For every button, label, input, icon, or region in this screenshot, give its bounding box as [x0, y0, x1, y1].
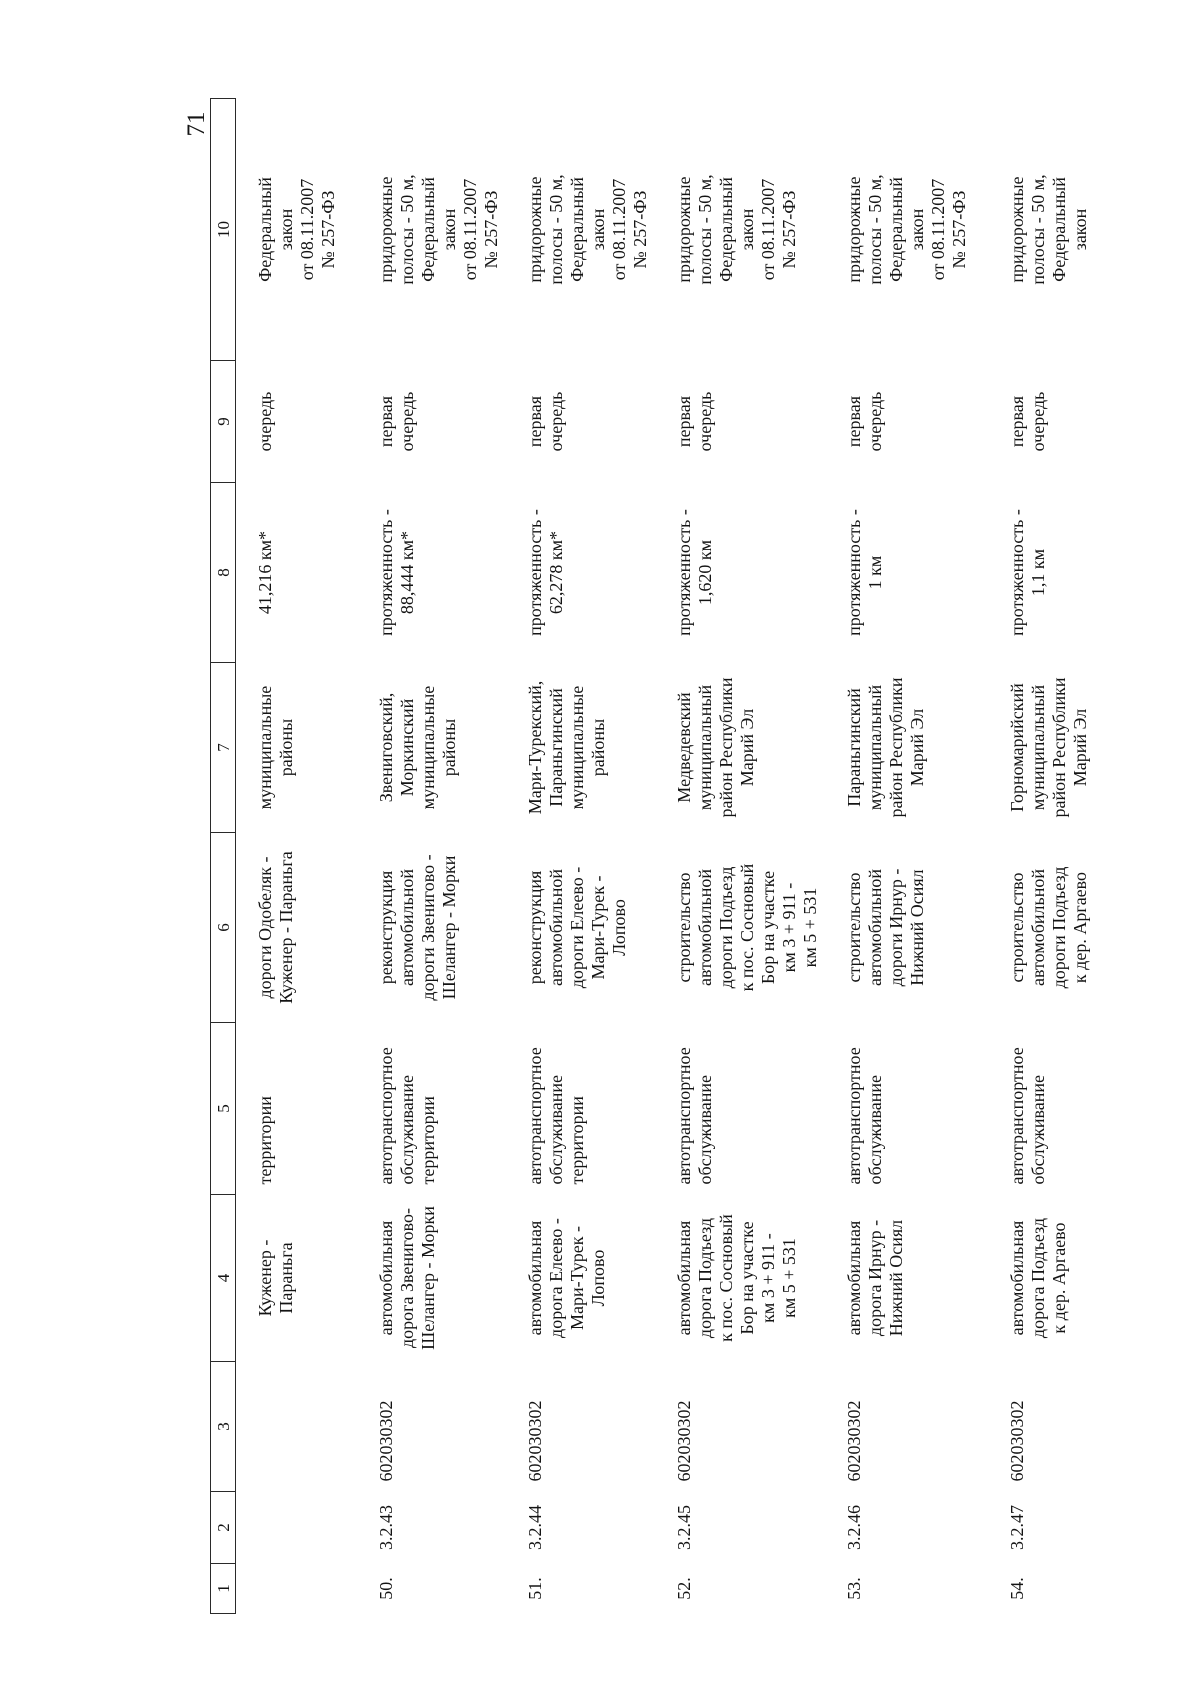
characteristics-cell: протяженность - 1,1 км	[1007, 509, 1048, 636]
table-row	[510, 99, 659, 1614]
object-name-cell: автомобильная дорога Подъезд к дер. Аргаево	[1007, 1217, 1069, 1339]
location-cell: Звениговский, Моркинский муниципальные районы	[376, 685, 459, 810]
purpose-cell: автотранспортное обслуживание территории	[525, 1047, 587, 1185]
stage-cell: первая очередь	[376, 391, 417, 452]
object-name-cell: автомобильная дорога Подъезд к пос. Сосновый Бор на участке км 3 + 911 - км 5 + 531	[674, 1214, 799, 1342]
stage-cell: первая очередь	[844, 391, 885, 452]
purpose-cell: территории	[255, 1096, 275, 1185]
action-cell: строительство автомобильной дороги Подъезд к пос. Сосновый Бор на участке км 3 + 911 - км 5 + 531	[674, 863, 820, 992]
column-number: 5	[211, 1023, 236, 1195]
purpose-cell: автотранспортное обслуживание территории	[376, 1047, 438, 1185]
kind-code-cell: 602030302	[376, 1400, 396, 1482]
kind-code-cell: 602030302	[1007, 1400, 1027, 1482]
characteristics-cell: протяженность - 88,444 км*	[376, 509, 417, 636]
column-number: 10	[211, 99, 236, 361]
location-cell: Мари-Турекский, Параньгинский муниципальные районы	[525, 680, 608, 815]
row-number-cell: 50.	[376, 1577, 396, 1600]
object-name-cell: Куженер - Параньга	[255, 1239, 296, 1317]
row-number-cell	[236, 1564, 362, 1614]
location-cell: Параньгинский муниципальный район Республики Марий Эл	[844, 677, 927, 818]
table-row-continuation	[236, 99, 362, 1614]
action-cell: дороги Одобеляк - Куженер - Параньга	[255, 851, 296, 1004]
stage-cell: первая очередь	[1007, 391, 1048, 452]
table-row	[829, 99, 992, 1614]
object-name-cell: автомобильная дорога Ирнур - Нижний Осиял	[844, 1219, 906, 1337]
characteristics-cell: 41,216 км*	[255, 530, 275, 615]
stage-cell: первая очередь	[674, 391, 715, 452]
kind-code-cell: 602030302	[674, 1400, 694, 1482]
section-code-cell: 3.2.47	[1007, 1505, 1027, 1550]
location-cell: Медведевский муниципальный район Республики Марий Эл	[674, 677, 757, 818]
row-number-cell: 53.	[844, 1577, 864, 1600]
zones-cell: придорожные полосы - 50 м, Федеральный закон от 08.11.2007 № 257-ФЗ	[674, 174, 799, 285]
table-row	[361, 99, 510, 1614]
zones-cell: Федеральный закон от 08.11.2007 № 257-ФЗ	[255, 177, 338, 282]
column-number-row	[211, 99, 236, 1614]
zones-cell: придорожные полосы - 50 м, Федеральный закон от 08.11.2007 № 257-ФЗ	[376, 174, 501, 285]
purpose-cell: автотранспортное обслуживание	[674, 1047, 715, 1185]
stage-cell: очередь	[255, 391, 275, 452]
row-number-cell: 54.	[1007, 1577, 1027, 1600]
location-cell: муниципальные районы	[255, 685, 296, 810]
zones-cell: придорожные полосы - 50 м, Федеральный закон	[1007, 174, 1090, 285]
object-name-cell: автомобильная дорога Елеево - Мари-Турек - Лопово	[525, 1218, 608, 1338]
purpose-cell: автотранспортное обслуживание	[1007, 1047, 1048, 1185]
section-code-cell: 3.2.44	[525, 1505, 545, 1550]
section-code-cell: 3.2.45	[674, 1505, 694, 1550]
action-cell: реконструкция автомобильной дороги Елеево - Мари-Турек - Лопово	[525, 866, 629, 989]
row-number-cell: 51.	[525, 1577, 545, 1600]
characteristics-cell: протяженность - 62,278 км*	[525, 509, 566, 636]
section-code-cell: 3.2.46	[844, 1505, 864, 1550]
stage-cell: первая очередь	[525, 391, 566, 452]
section-code-cell	[236, 1492, 362, 1564]
table-row	[992, 99, 1135, 1614]
characteristics-cell: протяженность - 1,620 км	[674, 509, 715, 636]
section-code-cell: 3.2.43	[376, 1505, 396, 1550]
zones-cell: придорожные полосы - 50 м, Федеральный закон от 08.11.2007 № 257-ФЗ	[844, 174, 969, 285]
column-number: 2	[211, 1492, 236, 1564]
location-cell: Горномарийский муниципальный район Республики Марий Эл	[1007, 677, 1090, 818]
kind-code-cell: 602030302	[525, 1400, 545, 1482]
object-name-cell: автомобильная дорога Звенигово- Шелангер - Морки	[376, 1206, 438, 1350]
action-cell: реконструкция автомобильной дороги Звенигово - Шелангер - Морки	[376, 854, 459, 1001]
column-number: 8	[211, 483, 236, 663]
objects-table	[210, 98, 1135, 1614]
column-number: 4	[211, 1195, 236, 1362]
action-cell: строительство автомобильной дороги Ирнур - Нижний Осиял	[844, 868, 927, 987]
kind-code-cell: 602030302	[844, 1400, 864, 1482]
purpose-cell: автотранспортное обслуживание	[844, 1047, 885, 1185]
column-number: 7	[211, 663, 236, 833]
zones-cell: придорожные полосы - 50 м, Федеральный закон от 08.11.2007 № 257-ФЗ	[525, 174, 650, 285]
row-number-cell: 52.	[674, 1577, 694, 1600]
column-number: 6	[211, 833, 236, 1023]
table-header	[211, 99, 236, 1614]
page-number: 71	[183, 111, 210, 137]
characteristics-cell: протяженность - 1 км	[844, 509, 885, 636]
column-number: 1	[211, 1564, 236, 1614]
column-number: 3	[211, 1362, 236, 1492]
rotated-page-content	[210, 99, 1200, 1614]
action-cell: строительство автомобильной дороги Подъезд к дер. Аргаево	[1007, 866, 1090, 989]
column-number: 9	[211, 361, 236, 483]
kind-code-cell	[236, 1362, 362, 1492]
table-row	[659, 99, 829, 1614]
